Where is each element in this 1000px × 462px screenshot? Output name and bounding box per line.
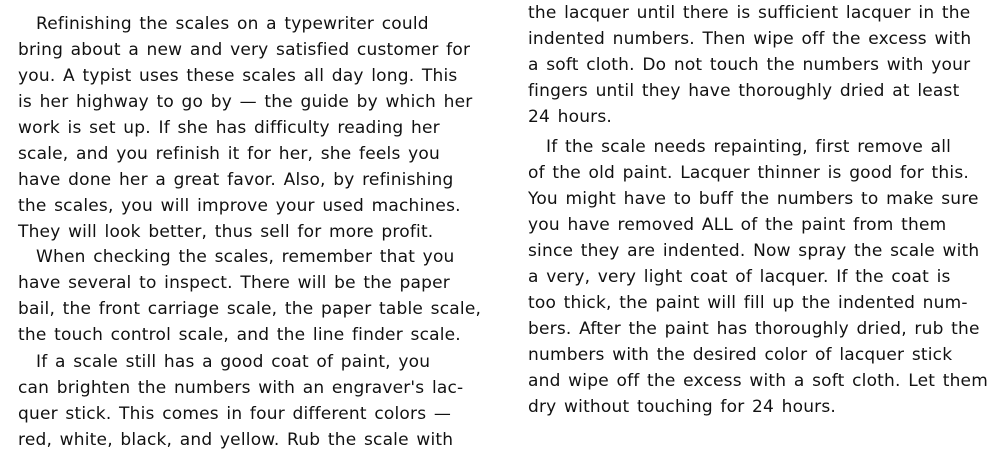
text-line: have done her a great favor. Also, by refinishing — [18, 170, 454, 190]
text-line: You might have to buff the numbers to make sure — [528, 189, 979, 209]
text-line: work is set up. If she has difficulty reading her — [18, 118, 440, 138]
text-line: a soft cloth. Do not touch the numbers with your — [528, 55, 971, 75]
text-line: and wipe off the excess with a soft cloth. Let them — [528, 371, 988, 391]
text-line: numbers with the desired color of lacquer stick — [528, 345, 953, 365]
text-line: the lacquer until there is sufficient lacquer in the — [528, 3, 971, 23]
text-line: dry without touching for 24 hours. — [528, 397, 837, 417]
text-line: since they are indented. Now spray the scale with — [528, 241, 980, 261]
text-line: bail, the front carriage scale, the paper table scale, — [18, 299, 482, 319]
text-line: is her highway to go by — the guide by which her — [18, 92, 473, 112]
text-line: too thick, the paint will fill up the indented num- — [528, 293, 968, 313]
text-line: can brighten the numbers with an engraver's lac- — [18, 378, 464, 398]
text-line: you have removed ALL of the paint from them — [528, 215, 947, 235]
text-line: They will look better, thus sell for more profit. — [18, 222, 434, 242]
text-line: bring about a new and very satisfied customer for — [18, 40, 471, 60]
text-line: a very, very light coat of lacquer. If the coat is — [528, 267, 951, 287]
text-line: If a scale still has a good coat of paint, you — [36, 352, 431, 372]
text-line: bers. After the paint has thoroughly dried, rub the — [528, 319, 980, 339]
text-line: 24 hours. — [528, 107, 613, 127]
text-line: the scales, you will improve your used machines. — [18, 196, 461, 216]
text-line: When checking the scales, remember that you — [36, 247, 455, 267]
text-line: you. A typist uses these scales all day long. This — [18, 66, 458, 86]
text-line: the touch control scale, and the line finder scale. — [18, 325, 461, 345]
text-line: If the scale needs repainting, first remove all — [546, 137, 952, 157]
text-line: of the old paint. Lacquer thinner is good for this. — [528, 163, 969, 183]
text-line: Refinishing the scales on a typewriter could — [36, 14, 429, 34]
text-line: red, white, black, and yellow. Rub the scale with — [18, 430, 454, 450]
text-line: have several to inspect. There will be the paper — [18, 273, 450, 293]
text-line: scale, and you refinish it for her, she feels you — [18, 144, 440, 164]
text-line: indented numbers. Then wipe off the excess with — [528, 29, 972, 49]
text-line: fingers until they have thoroughly dried at least — [528, 81, 960, 101]
text-line: quer stick. This comes in four different colors — — [18, 404, 452, 424]
